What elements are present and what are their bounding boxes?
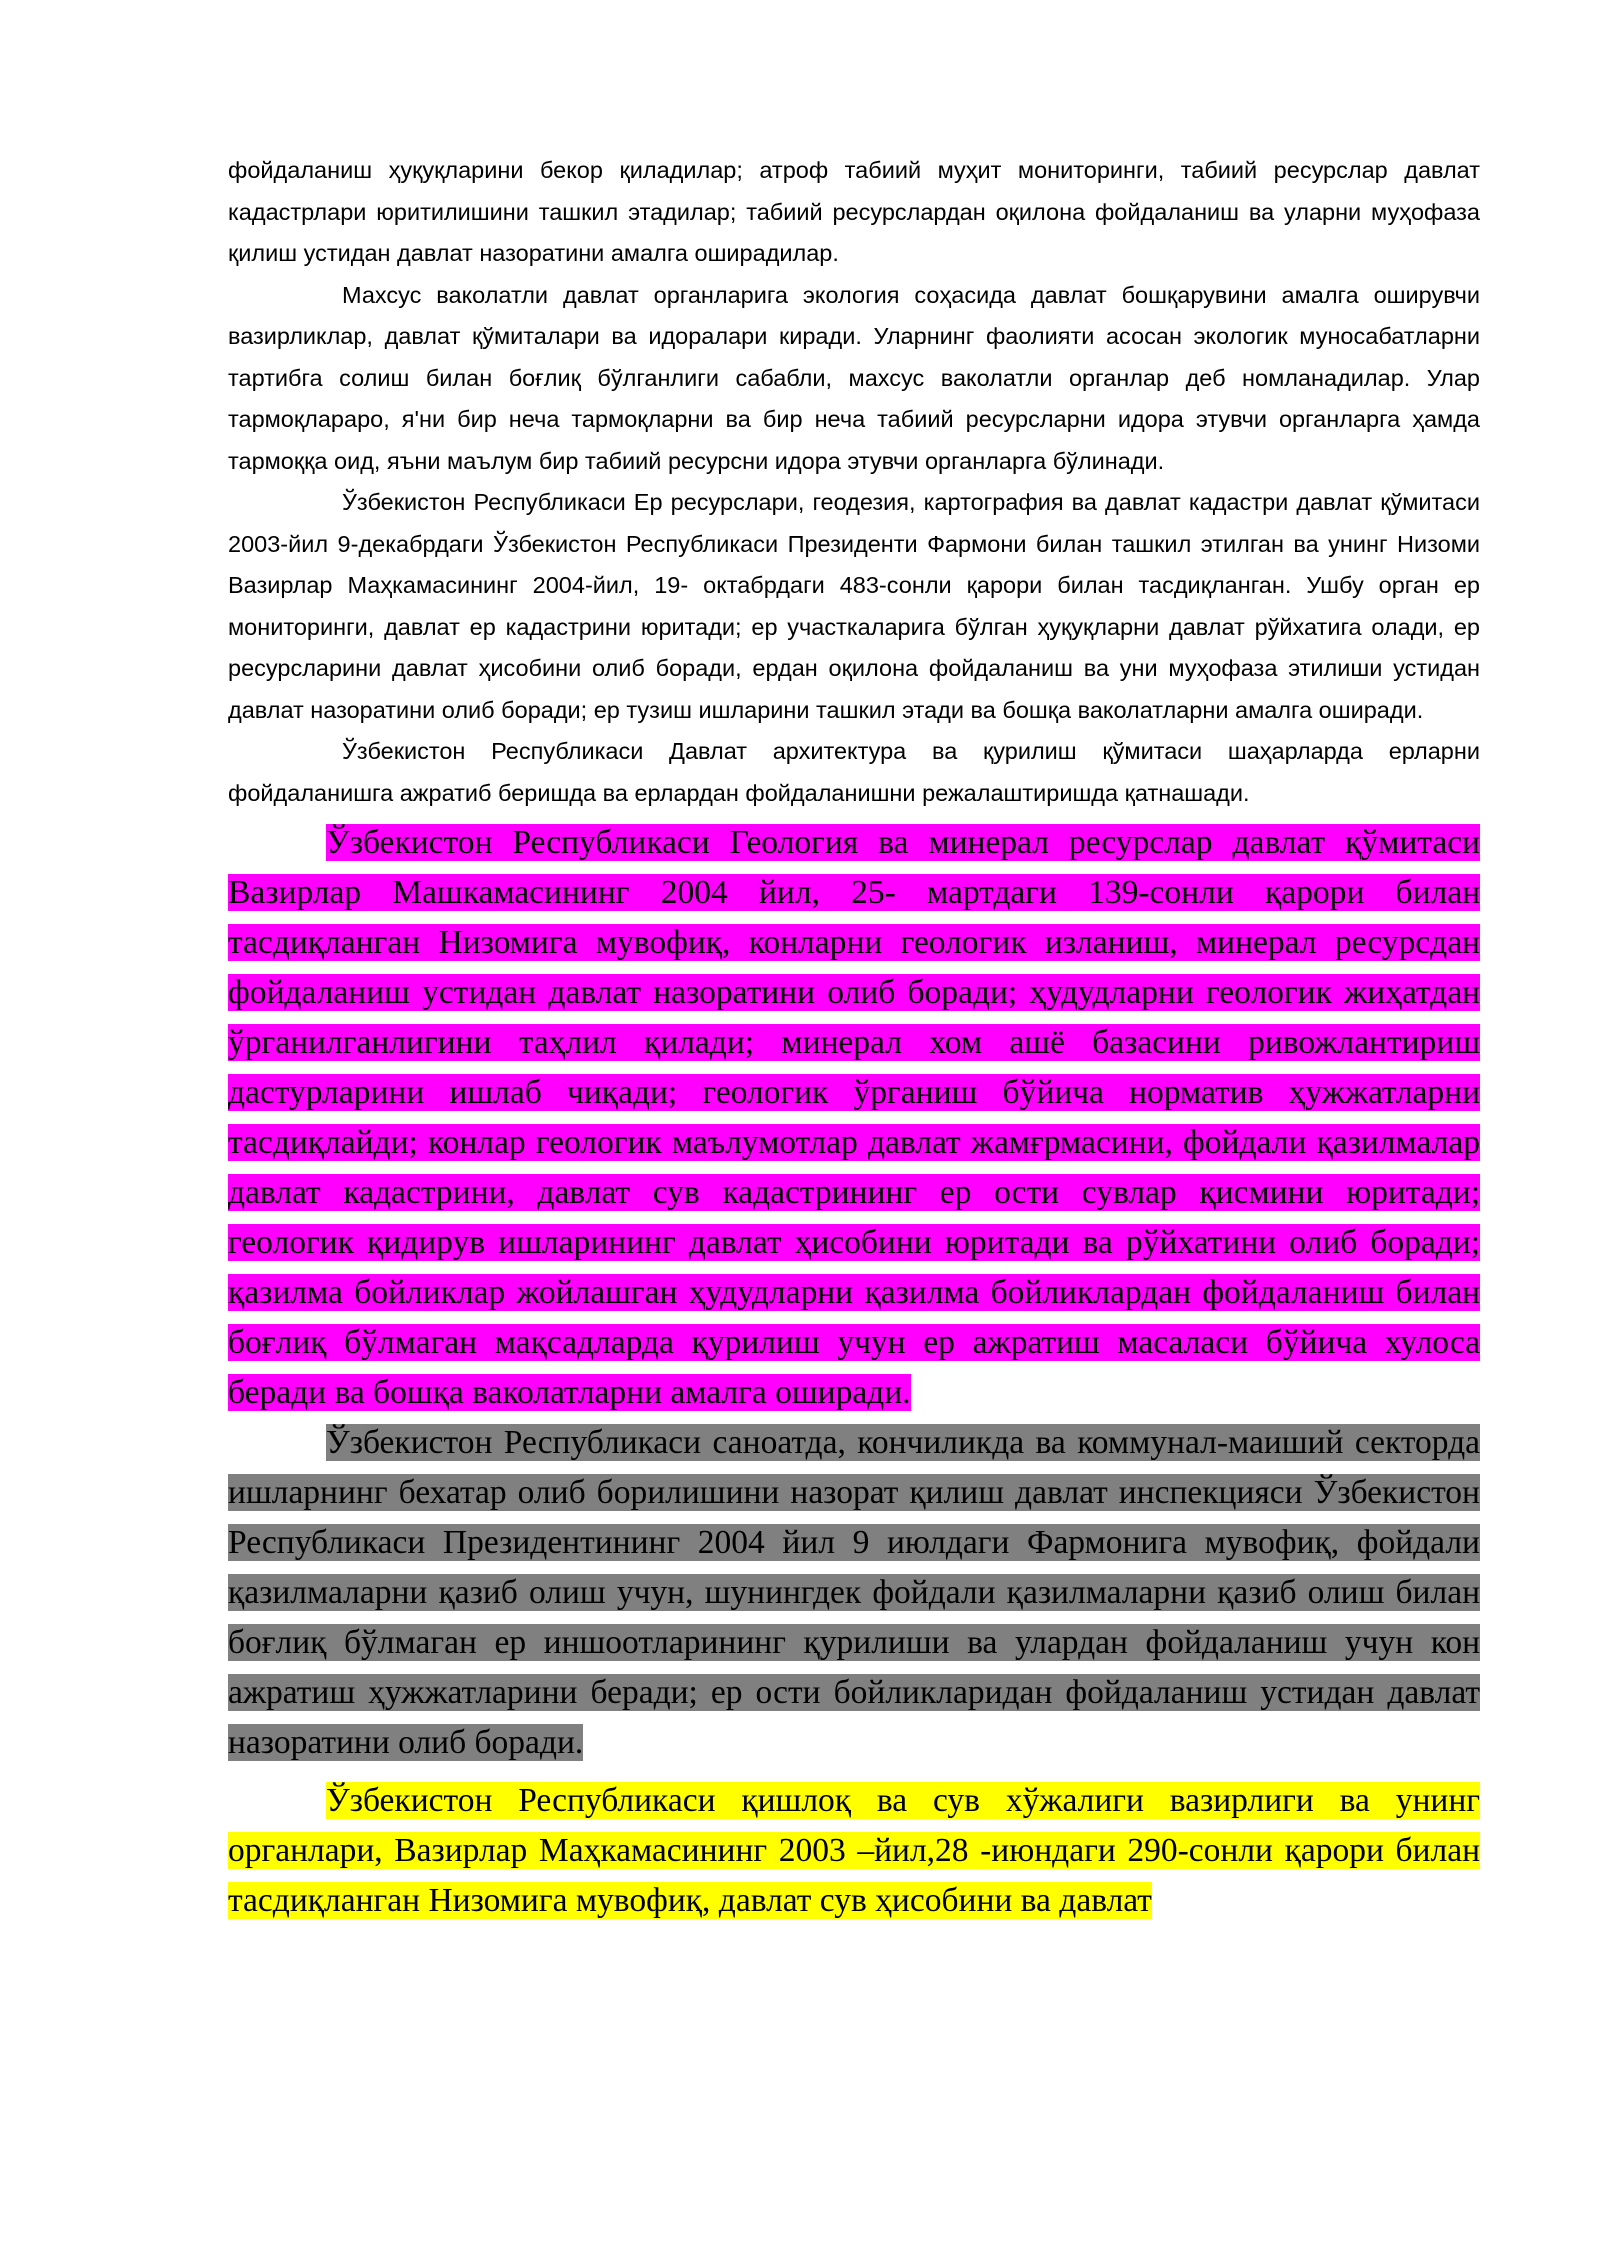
paragraph-2 (228, 275, 1480, 483)
paragraph-5-text: Ўзбекистон Республикаси Геология ва минерал ресурслар давлат қўмитаси Вазирлар Машкамасининг 2004 йил, 25- мартдаги 139-сонли қарори билан тасдиқланган Низомига мувофиқ, конларни геологик изланиш, минерал ресурсдан фойдаланиш устидан давлат назоратини олиб боради; ҳудудларни геологик жиҳатдан ўрганилганлигини таҳлил қилади; минерал хом ашё базасини ривожлантириш дастурларини ишлаб чиқади; геологик ўрганиш бўйича норматив ҳужжатларни тасдиқлайди; конлар геологик маълумотлар давлат жамғрмасини, фойдали қазилмалар давлат кадастрини, давлат сув кадастрининг ер ости сувлар қисмини юритади; геологик қидирув ишларининг давлат ҳисобини юритади ва рўйхатини олиб боради; қазилма бойликлар жойлашган ҳудудларни қазилма бойликлардан фойдаланиш билан боғлиқ бўлмаган мақсадларда қурилиш учун ер ажратиш масаласи бўйича хулоса беради ва бошқа ваколатларни амалга оширади. (228, 824, 1480, 1411)
paragraph-4-text: Ўзбекистон Республикаси Давлат архитектура ва қурилиш қўмитаси шаҳарларда ерларни фойдаланишга ажратиб беришда ва ерлардан фойдаланишни режалаштиришда қатнашади. (228, 738, 1480, 806)
paragraph-3 (228, 482, 1480, 731)
paragraph-7-text: Ўзбекистон Республикаси қишлоқ ва сув хўжалиги вазирлиги ва унинг органлари, Вазирлар Маҳкамасининг 2003 –йил,28 -июндаги 290-сонли қарори билан тасдиқланган Низомига мувофиқ, давлат сув ҳисобини ва давлат (228, 1782, 1480, 1919)
paragraph-4 (228, 731, 1480, 814)
paragraph-5-magenta-highlight (228, 818, 1480, 1418)
paragraph-6-text: Ўзбекистон Республикаси саноатда, кончиликда ва коммунал-маиший секторда ишларнинг бехатар олиб борилишини назорат қилиш давлат инспекцияси Ўзбекистон Республикаси Президентининг 2004 йил 9 июлдаги Фармонига мувофиқ, фойдали қазилмаларни қазиб олиш учун, шунингдек фойдали қазилмаларни қазиб олиш билан боғлиқ бўлмаган ер иншоотларининг қурилиши ва улардан фойдаланиш учун кон ажратиш ҳужжатларини беради; ер ости бойликларидан фойдаланиш устидан давлат назоратини олиб боради. (228, 1424, 1480, 1761)
paragraph-1-text: фойдаланиш ҳуқуқларини бекор қиладилар; атроф табиий муҳит мониторинги, табиий ресурслар давлат кадастрлари юритилишини ташкил этадилар; табиий ресурслардан оқилона фойдаланиш ва уларни муҳофаза қилиш устидан давлат назоратини амалга оширадилар. (228, 157, 1480, 266)
paragraph-3-text: Ўзбекистон Республикаси Ер ресурслари, геодезия, картография ва давлат кадастри давлат қўмитаси 2003-йил 9-декабрдаги Ўзбекистон Республикаси Президенти Фармони билан ташкил этилган ва унинг Низоми Вазирлар Маҳкамасининг 2004-йил, 19- октабрдаги 483-сонли қарори билан тасдиқланган. Ушбу орган ер мониторинги, давлат ер кадастрини юритади; ер участкаларига бўлган ҳуқуқларни давлат рўйхатига олади, ер ресурсларини давлат ҳисобини олиб боради, ердан оқилона фойдаланиш ва уни муҳофаза этилиши устидан давлат назоратини олиб боради; ер тузиш ишларини ташкил этади ва бошқа ваколатларни амалга оширади. (228, 489, 1480, 723)
paragraph-1 (228, 150, 1480, 275)
paragraph-2-text: Махсус ваколатли давлат органларига экология соҳасида давлат бошқарувини амалга оширувчи вазирликлар, давлат қўмиталари ва идоралари киради. Уларнинг фаолияти асосан экологик муносабатларни тартибга солиш билан боғлиқ бўлганлиги сабабли, махсус ваколатли органлар деб номланадилар. Улар тармоқлараро, я'ни бир неча тармоқларни ва бир неча табиий ресурсларни идора этувчи органларга ҳамда тармоққа оид, яъни маълум бир табиий ресурсни идора этувчи органларга бўлинади. (228, 281, 1480, 474)
paragraph-7-yellow-highlight (228, 1776, 1480, 1926)
paragraph-6-gray-highlight (228, 1418, 1480, 1768)
document-body (228, 150, 1480, 1926)
